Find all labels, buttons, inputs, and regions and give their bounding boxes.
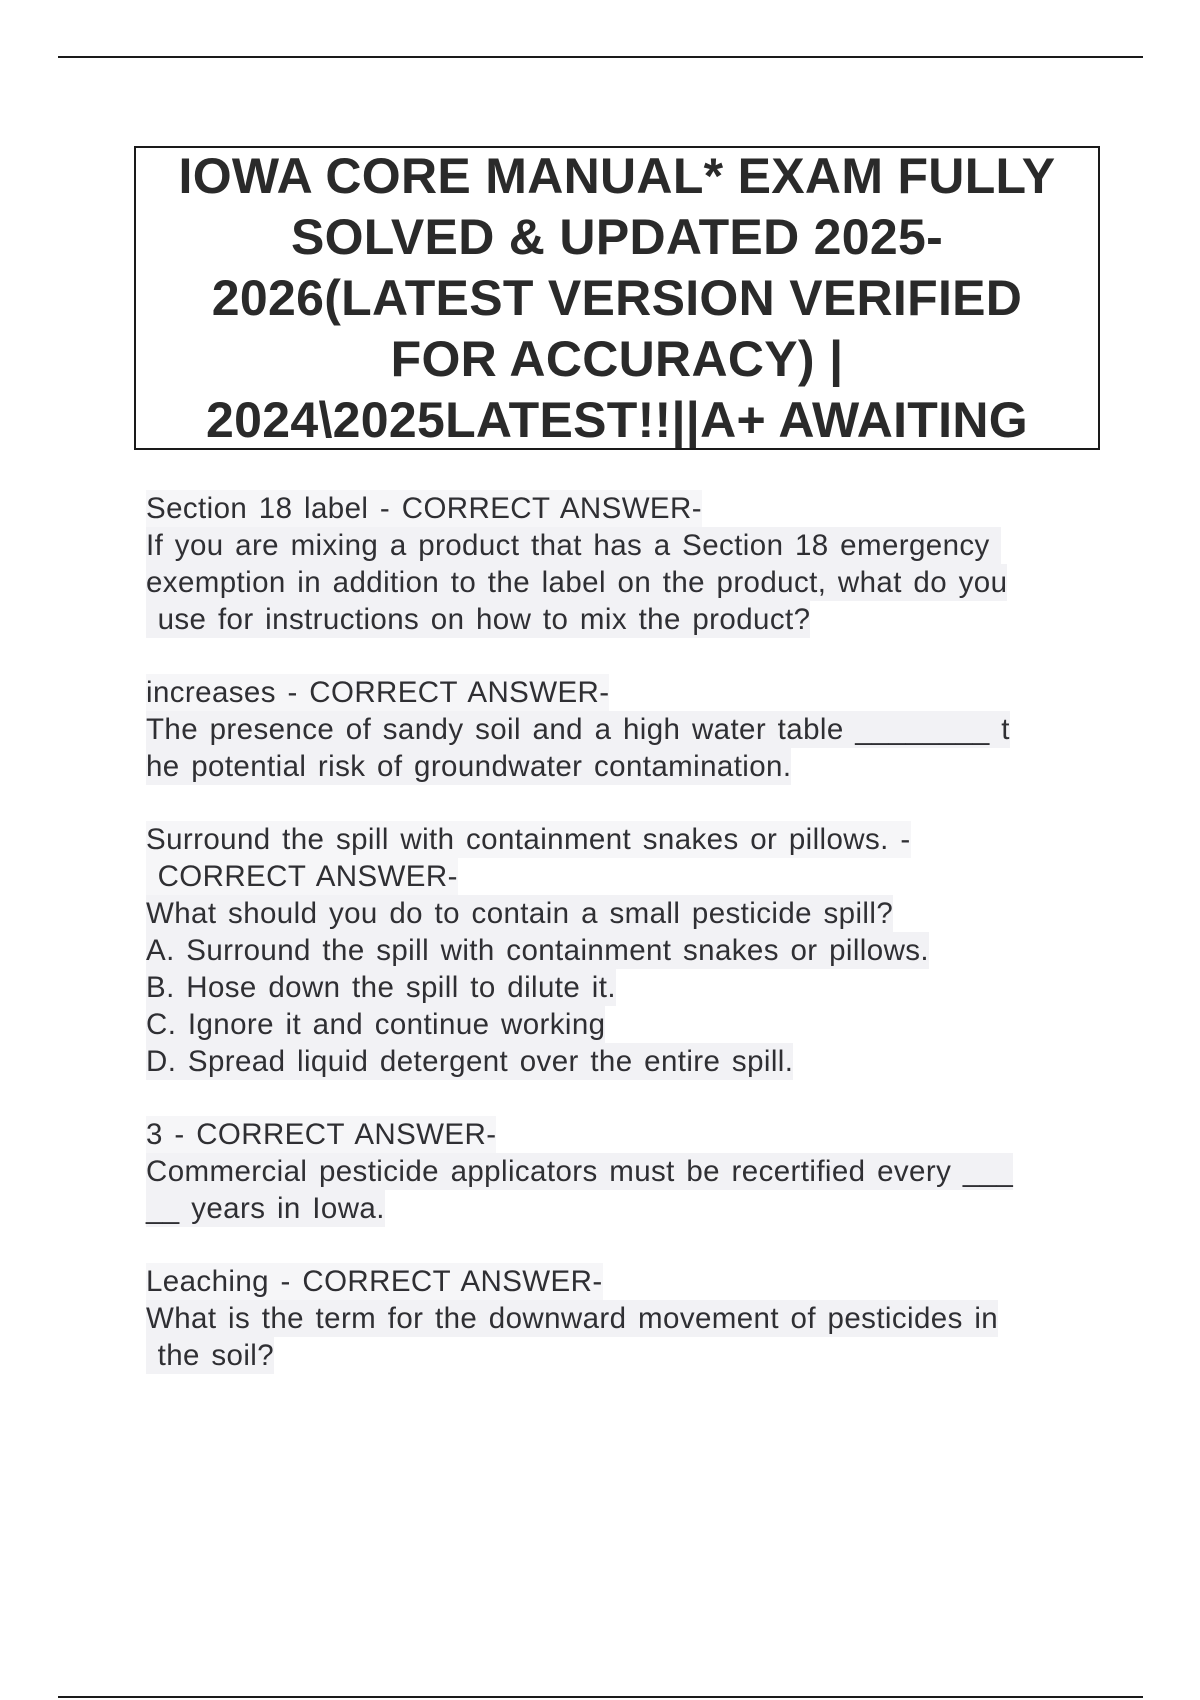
answer-text: increases - CORRECT ANSWER- [146, 676, 610, 709]
option-line: B. Hose down the spill to dilute it. [146, 971, 616, 1004]
answer-text-continued: CORRECT ANSWER- [146, 860, 458, 893]
question-line: Commercial pesticide applicators must be recertified every ___ [146, 1155, 1014, 1188]
question-line: __ years in Iowa. [146, 1192, 385, 1225]
question-line: use for instructions on how to mix the product? [146, 603, 811, 636]
qa-list [146, 490, 1096, 1410]
option-line: A. Surround the spill with containment snakes or pillows. [146, 934, 930, 967]
question-line: exemption in addition to the label on the product, what do you [146, 566, 1008, 599]
header-rule [58, 56, 1143, 58]
question-line: The presence of sandy soil and a high water table ________ t [146, 713, 1010, 746]
qa-entry [146, 1116, 1096, 1227]
title-line: SOLVED & UPDATED 2025- [290, 208, 944, 265]
title-line: FOR ACCURACY) | [390, 330, 844, 387]
question-line: the soil? [146, 1339, 275, 1372]
footer-rule [58, 1696, 1143, 1698]
question-line: What is the term for the downward movement of pesticides in [146, 1302, 999, 1335]
option-line: C. Ignore it and continue working [146, 1008, 606, 1041]
qa-entry [146, 1263, 1096, 1374]
answer-text: Leaching - CORRECT ANSWER- [146, 1265, 603, 1298]
qa-entry [146, 674, 1096, 785]
answer-text: Section 18 label - CORRECT ANSWER- [146, 492, 702, 525]
qa-entry [146, 821, 1096, 1080]
qa-entry [146, 490, 1096, 638]
title-line: 2024\2025LATEST!!||A+ AWAITING [206, 391, 1028, 448]
answer-text: 3 - CORRECT ANSWER- [146, 1118, 497, 1151]
answer-text: Surround the spill with containment snakes or pillows. - [146, 823, 911, 856]
title-box [134, 146, 1100, 450]
document-title [147, 146, 1087, 451]
title-line: IOWA CORE MANUAL* EXAM FULLY [178, 147, 1056, 204]
title-line: 2026(LATEST VERSION VERIFIED [211, 269, 1023, 326]
question-line: he potential risk of groundwater contamination. [146, 750, 792, 783]
question-line: What should you do to contain a small pesticide spill? [146, 897, 894, 930]
question-line: If you are mixing a product that has a Section 18 emergency [146, 529, 1002, 562]
option-line: D. Spread liquid detergent over the entire spill. [146, 1045, 794, 1078]
